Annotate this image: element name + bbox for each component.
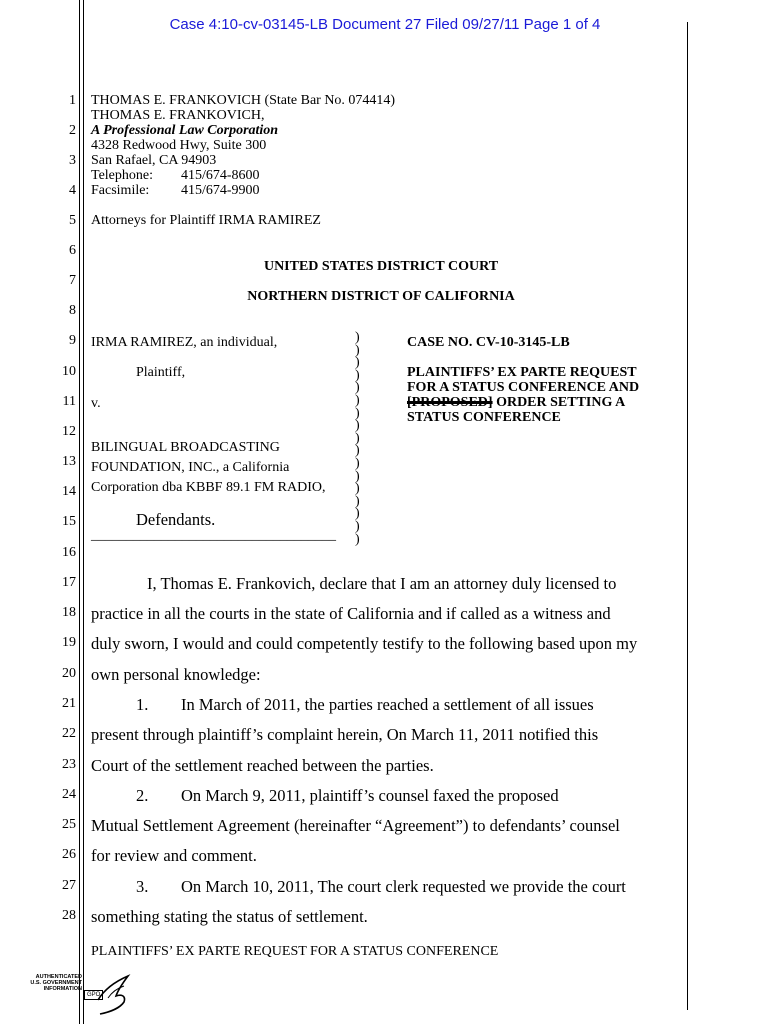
line-number: 25 xyxy=(62,817,76,832)
body-line: Court of the settlement reached between the parties. xyxy=(91,756,434,775)
law-corporation: A Professional Law Corporation xyxy=(91,123,279,138)
body-line: I, Thomas E. Frankovich, declare that I am an attorney duly licensed to xyxy=(147,574,617,593)
line-number: 21 xyxy=(62,696,76,711)
line-number: 18 xyxy=(62,605,76,620)
left-margin-rule-1 xyxy=(79,0,80,1024)
line-number: 20 xyxy=(62,666,76,681)
paragraph-number: 3. xyxy=(136,877,149,896)
defendants-label: Defendants. xyxy=(136,510,216,529)
document-title: STATUS CONFERENCE xyxy=(407,410,561,425)
court-name: UNITED STATES DISTRICT COURT xyxy=(263,259,499,274)
line-number: 1 xyxy=(69,93,76,108)
fax-number: 415/674-9900 xyxy=(181,183,260,198)
body-line: for review and comment. xyxy=(91,846,257,865)
line-number: 23 xyxy=(62,757,76,772)
line-number: 3 xyxy=(69,153,76,168)
paragraph-number: 2. xyxy=(136,786,149,805)
body-line: present through plaintiff’s complaint herein, On March 11, 2011 notified this xyxy=(91,725,599,744)
line-number: 16 xyxy=(62,545,76,560)
line-number: 24 xyxy=(62,787,76,802)
line-number: 6 xyxy=(69,243,76,258)
address-city: San Rafael, CA 94903 xyxy=(91,153,217,168)
address-street: 4328 Redwood Hwy, Suite 300 xyxy=(91,138,267,153)
line-number: 11 xyxy=(62,394,76,409)
line-number: 19 xyxy=(62,635,76,650)
line-number: 26 xyxy=(62,847,76,862)
body-line: On March 10, 2011, The court clerk requested we provide the court xyxy=(181,877,626,896)
versus: v. xyxy=(91,396,101,411)
attorney-name: THOMAS E. FRANKOVICH (State Bar No. 074414) xyxy=(91,93,396,108)
body-line: Mutual Settlement Agreement (hereinafter “Agreement”) to defendants’ counsel xyxy=(91,816,620,835)
line-number: 2 xyxy=(69,123,76,138)
body-line: something stating the status of settlement. xyxy=(91,907,368,926)
line-number: 14 xyxy=(62,484,76,499)
line-number: 5 xyxy=(69,213,76,228)
left-margin-rule-2 xyxy=(83,0,84,1024)
caption-parentheses: ) ) ) ) ) ) ) ) ) ) ) ) ) ) ) ) ) xyxy=(355,330,360,547)
attorneys-for: Attorneys for Plaintiff IRMA RAMIREZ xyxy=(91,213,321,228)
line-number: 4 xyxy=(69,183,76,198)
document-title xyxy=(407,395,625,410)
struck-proposed: [PROPOSED] xyxy=(407,395,493,410)
line-number: 9 xyxy=(69,333,76,348)
fax-label: Facsimile: xyxy=(91,183,150,198)
title-rest: ORDER SETTING A xyxy=(492,395,626,410)
plaintiff-name: IRMA RAMIREZ, an individual, xyxy=(91,335,278,350)
body-line: In March of 2011, the parties reached a settlement of all issues xyxy=(181,695,594,714)
line-number: 17 xyxy=(62,575,76,590)
document-title: PLAINTIFFS’ EX PARTE REQUEST xyxy=(407,365,637,380)
line-number: 13 xyxy=(62,454,76,469)
body-line: On March 9, 2011, plaintiff’s counsel faxed the proposed xyxy=(181,786,559,805)
line-number: 22 xyxy=(62,726,76,741)
plaintiff-label: Plaintiff, xyxy=(136,365,186,380)
case-header-stamp: Case 4:10-cv-03145-LB Document 27 Filed 09/27/11 Page 1 of 4 xyxy=(169,16,601,33)
line-number: 8 xyxy=(69,303,76,318)
telephone-number: 415/674-8600 xyxy=(181,168,260,183)
body-line: practice in all the courts in the state of California and if called as a witness and xyxy=(91,604,611,623)
paragraph-number: 1. xyxy=(136,695,149,714)
attorney-name-2: THOMAS E. FRANKOVICH, xyxy=(91,108,265,123)
line-number: 15 xyxy=(62,514,76,529)
defendant-line: FOUNDATION, INC., a California xyxy=(91,460,290,475)
right-margin-rule xyxy=(687,22,688,1010)
line-number: 7 xyxy=(69,273,76,288)
eagle-icon xyxy=(94,970,134,1016)
line-number: 27 xyxy=(62,878,76,893)
case-number: CASE NO. CV-10-3145-LB xyxy=(407,335,570,350)
defendant-line: BILINGUAL BROADCASTING xyxy=(91,440,280,455)
line-number: 10 xyxy=(62,364,76,379)
caption-rule: ___________________________________ xyxy=(91,528,336,543)
gpo-seal xyxy=(30,970,134,1016)
document-title: FOR A STATUS CONFERENCE AND xyxy=(407,380,640,395)
footer-title: PLAINTIFFS’ EX PARTE REQUEST FOR A STATUS CONFERENCE xyxy=(91,944,499,959)
telephone-label: Telephone: xyxy=(91,168,153,183)
seal-text: AUTHENTICATED U.S. GOVERNMENT INFORMATION xyxy=(30,974,82,992)
line-number: 28 xyxy=(62,908,76,923)
gpo-box: GPO xyxy=(84,990,103,1000)
body-line: duly sworn, I would and could competently testify to the following based upon my xyxy=(91,634,638,653)
court-district: NORTHERN DISTRICT OF CALIFORNIA xyxy=(247,289,515,304)
body-line: own personal knowledge: xyxy=(91,665,261,684)
line-number: 12 xyxy=(62,424,76,439)
defendant-line: Corporation dba KBBF 89.1 FM RADIO, xyxy=(91,480,326,495)
